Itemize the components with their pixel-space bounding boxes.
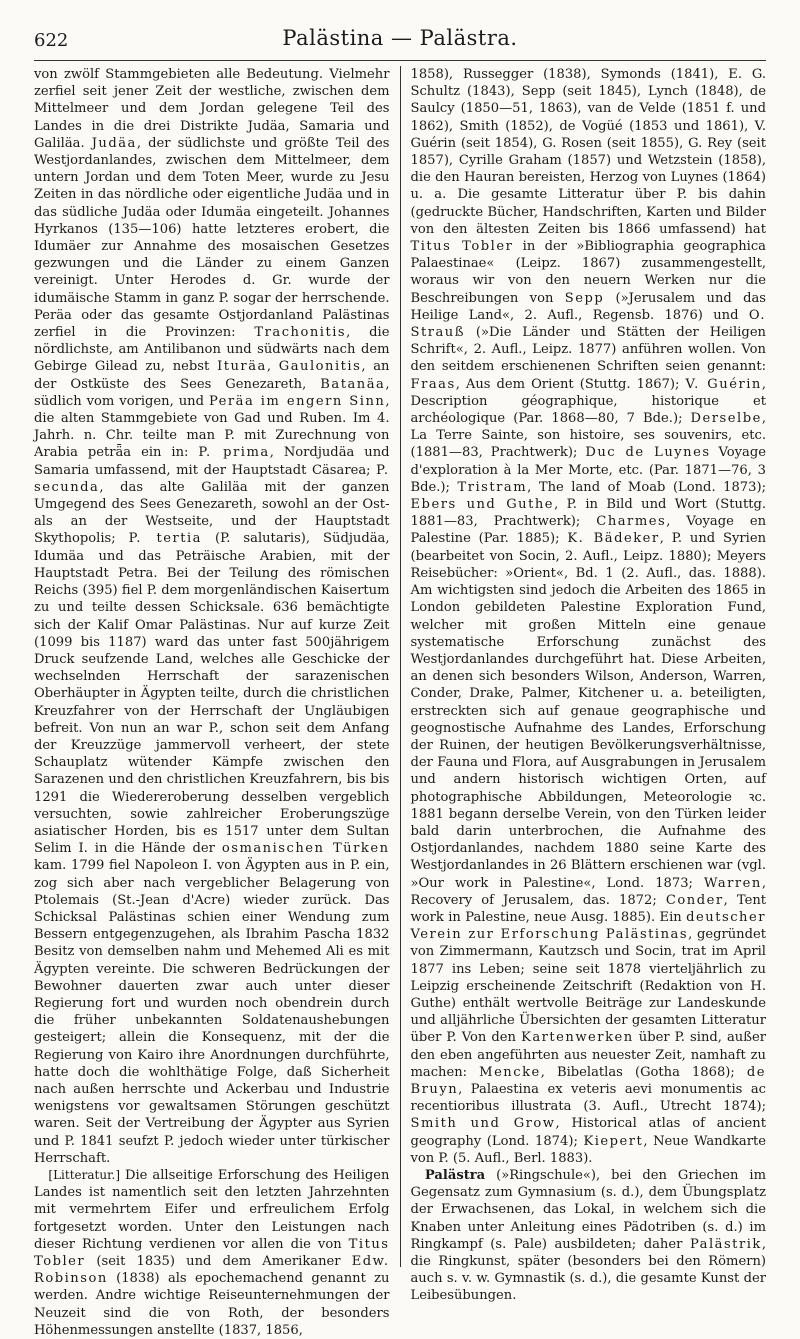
spaced-term: Edw. Robinson xyxy=(34,1254,390,1287)
spaced-term: Charmes xyxy=(596,514,667,530)
spaced-term: Palästrik xyxy=(689,1236,762,1252)
text-run: (»Jerusalem und das Heilige Land«, 2. Aufl., Regensb. 1876) und xyxy=(410,290,766,323)
spaced-term: Mencke xyxy=(479,1064,541,1080)
spaced-term: Fraas xyxy=(410,376,456,392)
text-run: , Bibelatlas (Gotha 1868); xyxy=(540,1064,747,1080)
spaced-term: O. Strauß xyxy=(410,307,766,341)
spaced-term: Warren xyxy=(704,875,762,891)
header-rule xyxy=(34,60,766,61)
text-run: (»Ringschule«), bei den Griechen im Gegensatz zum Gymnasium (s. d.), dem Übungsplatz der Erwachsenen, das Lokal, in welchem sich die Knaben unter Anleitung eines Pädotriben (s. d.) im Ringkampf (s. Pale) ausbildeten; daher xyxy=(410,1168,766,1252)
text-run: , La Terre Sainte, son histoire, ses souvenirs, etc. (1881—83, Prachtwerk); xyxy=(410,411,766,461)
text-run: , P. und Syrien (bearbeitet von Socin, 2. Aufl., Leipz. 1880); Meyers Reisebücher: »Orient«, Bd. 1 (2. Aufl., das. 1888). Am wichtigsten sind jedoch die Arbeiten des 1865 in London gebildeten Palestine Exploration Fund, welcher mit großen Mitteln eine genaue systematische Erforschung zunächst des Westjordanlandes durchgeführt hat. Diese Arbeiten, an denen sich besonders Wilson, Anderson, Warren, Conder, Drake, Palmer, Kitchener u. a. beteiligten, erstreckten sich auf genaue geographische und geognostische Aufnahme des Landes, Erforschung der Ruinen, der heutigen Bevölkerungsverhältnisse, der Fauna und Flora, auf Ausgrabungen in Jerusalem und andern historisch wichtigen Orten, auf photographische Abbildungen, Meteorologie ꝛc. 1881 begann derselbe Verein, von den Türken leider bald darin unterbrochen, die Aufnahme des Ostjordanlandes, nachdem 1880 seine Karte des Westjordanlandes in 26 Blättern erschienen war (vgl. »Our work in Palestine«, Lond. 1873; xyxy=(410,531,766,891)
spaced-term: P. tertia xyxy=(128,531,202,547)
spaced-term: Gaulonitis xyxy=(278,359,362,375)
spaced-term: P. secunda xyxy=(34,462,390,495)
spaced-term: Ituräa xyxy=(217,359,267,375)
section-tag: [Litteratur.] xyxy=(48,1168,120,1182)
text-run: kam. 1799 fiel Napoleon I. von Ägypten aus in P. ein, zog sich aber nach vergeblicher Belagerung von Ptolemais (St.-Jean d'Acre) wieder zurück. Das Schicksal Palästinas schien einer Wendung zum Bessern entgegenzugehen, als Ibrahim Pascha 1832 Besitz von demselben nahm und Mehemed Ali es mit Ägypten vereinte. Die schweren Bedrückungen der Bewohner dauerten zwar auch unter dieser Regierung fort und wurden noch obendrein durch die früher unbekannten Soldatenaushebungen gesteigert; allein die Konsequenz, mit der die Regierung von Kairo ihre Anordnungen durchführte, hatte doch die wohlthätige Folge, daß Sicherheit nach außen herrschte und Ackerbau und Industrie wenigstens vor gewaltsamen Störungen geschützt waren. Seit der Vertreibung der Ägypter aus Syrien und P. 1841 seufzt P. jedoch wieder unter türkischer Herrschaft. xyxy=(34,858,390,1166)
paragraph-litteratur-continued xyxy=(411,66,767,1167)
spaced-term: Tristram xyxy=(457,479,528,495)
text-run: Voyage d'exploration à la Mer Morte, etc. (Par. 1871—76, 3 Bde.); xyxy=(410,445,766,495)
spaced-term: Conder xyxy=(665,892,724,908)
text-run: 1858), Russegger (1838), Symonds (1841), E. G. Schultz (1843), Sepp (seit 1845), Lynch (1848), de Saulcy (1850—51, 1863), van de Velde (1851 f. und 1862), Smith (1852), de Vogüé (1853 und 1861), V. Guérin (seit 1854), G. Rosen (seit 1855), G. Rey (seit 1857), Cyrille Graham (1857) und Wetzstein (1858), die den Hauran bereisten, Herzog von Luynes (1864) u. a. Die gesamte Litteratur über P. bis dahin (gedruckte Bücher, Handschriften, Karten und Bilder von den ältesten Zeiten bis 1866 umfassend) hat xyxy=(410,67,766,237)
text-run: , Historical atlas of ancient geography (Lond. 1874); xyxy=(410,1116,766,1149)
entry-headword: Palästra xyxy=(424,1168,486,1183)
spaced-term: Kartenwerken xyxy=(521,1030,634,1046)
text-run: , der südlichste und größte Teil des Westjordanlandes, zwischen dem Mittelmeer, dem untern Jordan und dem Toten Meer, wurde zu Jesu Zeiten in das nördliche oder eigentliche Judäa und in das südliche Judäa oder Idumäa eingeteilt. Johannes Hyrkanos (135—106) hatte letzteres erobert, die Idumäer zur Annahme des mosaischen Gesetzes gezwungen und die Länder zu einem Ganzen vereinigt. Unter Herodes d. Gr. wurde der idumäische Stamm in ganz P. sogar der herrschende. Peräa oder das gesamte Ostjordanland Palästinas zerfiel in die Provinzen: xyxy=(34,135,390,341)
running-title: Palästina — Palästra. xyxy=(282,26,518,50)
text-run: , südlich vom vorigen, und xyxy=(34,376,390,409)
page-number: 622 xyxy=(34,30,69,51)
spaced-term: V. Guérin xyxy=(685,376,762,392)
spaced-term: Batanäa xyxy=(320,376,386,392)
text-run: , Voyage en Palestine (Par. 1885); xyxy=(410,514,766,547)
text-run: , Recovery of Jerusalem, das. 1872; xyxy=(410,875,766,908)
text-run: , an der Ostküste des Sees Genezareth, xyxy=(34,359,390,392)
spaced-term: Trachonitis xyxy=(254,325,347,341)
text-run: , Description géographique, historique et archéologique (Par. 1868—80, 7 Bde.); xyxy=(410,376,766,427)
text-run: , gegründet von Zimmermann, Kautzsch und Socin, trat im April 1877 ins Leben; seine seit 1878 vierteljährlich zu Leipzig erscheinende Zeitschrift (Redaktion von H. Guthe) enthält wertvolle Beiträge zur Landeskunde und alljährliche Übersichten der gesamten Litteratur über P. Von den xyxy=(410,927,766,1046)
spaced-term: Smith und Grow xyxy=(410,1116,556,1132)
spaced-term: Kiepert xyxy=(583,1133,644,1149)
right-column xyxy=(401,66,767,1304)
spaced-term: Derselbe xyxy=(690,411,762,427)
text-run: (1838) als epochemachend genannt zu werden. Andre wichtige Reiseunternehmungen der Neuzeit sind die von Roth, der besonders Höhenmessungen anstellte (1837, 1856, xyxy=(34,1271,390,1338)
text-run: (»Die Länder und Stätten der Heiligen Schrift«, 2. Aufl., Leipz. 1877) anführen wollen. Von den seitdem erschienenen Schriften seien genannt: xyxy=(410,325,766,375)
text-run: von zwölf Stammgebieten alle Bedeutung. Vielmehr zerfiel seit jener Zeit der westliche, zwischen dem Mittelmeer und dem Jordan gelegene Teil des Landes in die drei Distrikte Judäa, Samaria und Galiläa. xyxy=(34,67,390,151)
text-run: , Nordjudäa und Samaria umfassend, mit der Hauptstadt Cäsarea; xyxy=(34,445,390,478)
text-run: , die alten Stammgebiete von Gad und Ruben. Im 4. Jahrh. n. Chr. teilte man P. mit Zurechnung von Arabia petrǟa ein in: xyxy=(34,393,390,461)
spaced-term: Ebers und Guthe xyxy=(410,497,555,513)
entry-palaestra xyxy=(411,1167,767,1305)
spaced-term: K. Bädeker xyxy=(567,531,660,547)
text-run: (seit 1835) und dem Amerikaner xyxy=(85,1254,352,1270)
text-run: , Aus dem Orient (Stuttg. 1867); xyxy=(455,376,686,392)
text-run: über P. sind, außer den eben angeführten aus neuester Zeit, namhaft zu machen: xyxy=(410,1030,766,1080)
spaced-term: Sepp xyxy=(564,290,605,306)
text-run: , xyxy=(266,359,279,375)
paragraph-palaestina-history xyxy=(34,66,390,1167)
spaced-term: Titus Tobler xyxy=(410,239,514,255)
text-run: , die nördlichste, am Antilibanon und südwärts nach dem Gebirge Gilead zu, nebst xyxy=(34,325,390,375)
text-run: (P. salutaris), Südjudäa, Idumäa und das Peträische Arabien, mit der Hauptstadt Petra. Bei der Teilung des römischen Reichs (395) fiel P. dem morgenländischen Kaisertum zu und teilte dessen Schicksale. 636 bemächtigte sich der Kalif Omar Palästinas. Nur auf kurze Zeit (1099 bis 1187) ward das unter fast 500jährigem Druck seufzende Land, welches alle Geschicke der wechselnden Herrschaft der sarazenischen Oberhäupter in Ägypten teilte, durch die christlichen Kreuzfahrer von der Herrschaft der Ungläubigen befreit. Von nun an war P., schon seit dem Anfang der Kreuzzüge jammervoll verheert, der stete Schauplatz wütender Kämpfe zwischen den Sarazenen und den christlichen Kreuzfahrern, bis bis 1291 die Wiedereroberung desselben vergeblich versuchten, sowie zahlreicher Eroberungszüge asiatischer Horden, bis es 1517 unter dem Sultan Selim I. in die Hände der xyxy=(34,531,390,857)
page-header xyxy=(34,0,766,58)
text-run: , das alte Galiläa mit der ganzen Umgegend des Sees Genezareth, sowohl an der Ost- als an der Westseite, und der Hauptstadt Skythopolis; xyxy=(34,479,390,547)
text-run: , die Ringkunst, später (besonders bei den Römern) auch s. v. w. Gymnastik (s. d.), die gesamte Kunst der Leibesübungen. xyxy=(410,1236,766,1304)
spaced-term: osmanischen Türken xyxy=(221,841,390,857)
spaced-term: P. prima xyxy=(198,445,270,461)
paragraph-litteratur xyxy=(34,1167,390,1339)
text-run: Die allseitige Erforschung des Heiligen Landes ist namentlich seit den letzten Jahrzehnten mit vermehrtem Eifer und erfreulichem Erfolg fortgesetzt worden. Unter den Leistungen nach dieser Richtung verdienen vor allen die von xyxy=(34,1168,390,1252)
spaced-term: Titus Tobler xyxy=(34,1236,390,1270)
spaced-term: de Bruyn xyxy=(410,1064,767,1097)
spaced-term: deutscher Verein zur Erforschung Palästinas xyxy=(410,909,766,943)
text-run: , Palaestina ex veteris aevi monumentis ac recentioribus illustrata (3. Aufl., Utrecht 1874); xyxy=(410,1081,766,1115)
text-run: in der »Bibliographia geographica Palaestinae« (Leipz. 1867) zusammengestellt, woraus wir von den neuern Werken nur die Beschreibungen von xyxy=(410,239,766,306)
spaced-term: Duc de Luynes xyxy=(585,445,711,461)
text-run: , The land of Moab (Lond. 1873); xyxy=(527,479,766,495)
left-column xyxy=(34,66,400,1338)
text-run: , Tent work in Palestine, neue Ausg. 1885). Ein xyxy=(410,892,767,925)
text-run: , Neue Wandkarte von P. (5. Aufl., Berl. 1883). xyxy=(410,1133,767,1166)
text-columns xyxy=(34,66,767,1338)
spaced-term: Peräa im engern Sinn xyxy=(208,393,386,409)
text-run: , P. in Bild und Wort (Stuttg. 1881—83, Prachtwerk); xyxy=(410,497,767,530)
spaced-term: Judäa xyxy=(91,135,137,151)
